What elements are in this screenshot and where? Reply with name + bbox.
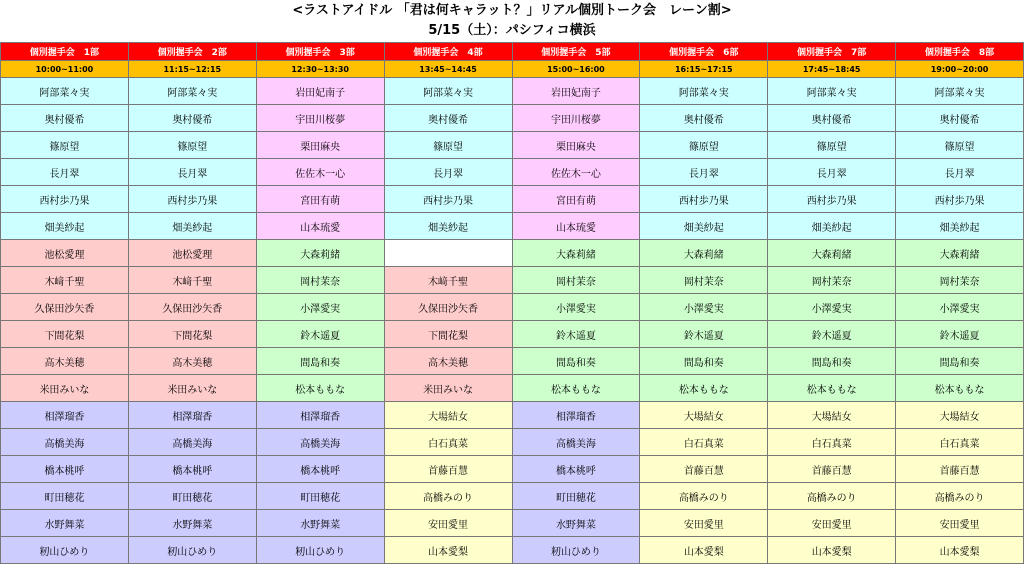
table-row [1, 375, 1024, 402]
table-row [1, 348, 1024, 375]
member-cell: 松本ももな [640, 375, 768, 402]
member-cell: 白石真菜 [896, 429, 1024, 456]
session-time-3: 12:30~13:30 [256, 61, 384, 78]
member-cell: 水野舞菜 [128, 510, 256, 537]
member-cell: 町田穂花 [1, 483, 129, 510]
member-cell: 安田愛里 [768, 510, 896, 537]
member-cell: 大森莉緒 [768, 240, 896, 267]
member-cell: 米田みいな [384, 375, 512, 402]
table-row [1, 186, 1024, 213]
member-cell: 鈴木遥夏 [512, 321, 640, 348]
member-cell: 岡村茉奈 [896, 267, 1024, 294]
member-cell: 大森莉緒 [896, 240, 1024, 267]
member-cell: 大場結女 [384, 402, 512, 429]
member-cell: 安田愛里 [896, 510, 1024, 537]
table-row [1, 294, 1024, 321]
member-cell: 篠原望 [896, 132, 1024, 159]
member-cell: 大場結女 [640, 402, 768, 429]
member-cell: 鈴木遥夏 [896, 321, 1024, 348]
member-cell: 長月翠 [128, 159, 256, 186]
member-cell: 長月翠 [768, 159, 896, 186]
member-cell: 畑美紗起 [896, 213, 1024, 240]
member-cell: 相澤瑠香 [256, 402, 384, 429]
member-cell: 高橋美海 [128, 429, 256, 456]
member-cell: 池松愛理 [128, 240, 256, 267]
member-cell: 畑美紗起 [768, 213, 896, 240]
member-cell: 阿部菜々実 [128, 78, 256, 105]
member-cell: 高木美穂 [384, 348, 512, 375]
lane-schedule-table [0, 42, 1024, 564]
member-cell: 米田みいな [1, 375, 129, 402]
member-cell: 奥村優希 [640, 105, 768, 132]
session-time-2: 11:15~12:15 [128, 61, 256, 78]
session-time-4: 13:45~14:45 [384, 61, 512, 78]
member-cell: 相澤瑠香 [1, 402, 129, 429]
member-cell: 下間花梨 [1, 321, 129, 348]
session-time-8: 19:00~20:00 [896, 61, 1024, 78]
session-header-row [1, 43, 1024, 61]
member-cell: 長月翠 [896, 159, 1024, 186]
member-cell: 阿部菜々実 [384, 78, 512, 105]
session-time-5: 15:00~16:00 [512, 61, 640, 78]
member-cell: 橋本桃呼 [512, 456, 640, 483]
table-row [1, 402, 1024, 429]
member-cell: 白石真菜 [384, 429, 512, 456]
session-header-1: 個別握手会 1部 [1, 43, 129, 61]
member-cell: 山本愛梨 [640, 537, 768, 564]
page-subtitle: 5/15（土）：パシフィコ横浜 [428, 23, 596, 38]
member-cell: 奥村優希 [1, 105, 129, 132]
member-cell: 小澤愛実 [512, 294, 640, 321]
member-cell: 岡村茉奈 [640, 267, 768, 294]
member-cell: 高橋みのり [384, 483, 512, 510]
member-cell: 高木美穂 [128, 348, 256, 375]
session-header-3: 個別握手会 3部 [256, 43, 384, 61]
member-cell: 首藤百慧 [768, 456, 896, 483]
member-cell: 橋本桃呼 [1, 456, 129, 483]
member-cell: 西村歩乃果 [384, 186, 512, 213]
member-cell: 畑美紗起 [384, 213, 512, 240]
member-cell: 高橋美海 [512, 429, 640, 456]
member-cell: 鈴木遥夏 [640, 321, 768, 348]
session-header-5: 個別握手会 5部 [512, 43, 640, 61]
member-cell: 下間花梨 [128, 321, 256, 348]
member-cell: 町田穂花 [512, 483, 640, 510]
member-cell: 大森莉緒 [256, 240, 384, 267]
member-cell: 大場結女 [768, 402, 896, 429]
member-cell: 白石真菜 [768, 429, 896, 456]
member-cell: 宇田川桜夢 [512, 105, 640, 132]
page-header [0, 0, 1024, 42]
page-title: <ラストアイドル 「君は何キャラット？」リアル個別トーク会 レーン割> [292, 3, 732, 18]
member-cell: 栗田麻央 [512, 132, 640, 159]
member-cell: 篠原望 [768, 132, 896, 159]
member-cell: 高橋美海 [1, 429, 129, 456]
table-row [1, 429, 1024, 456]
member-cell: 山本愛梨 [768, 537, 896, 564]
member-cell: 下間花梨 [384, 321, 512, 348]
member-cell: 畑美紗起 [128, 213, 256, 240]
lane-schedule-body [1, 43, 1024, 564]
member-cell: 大森莉緒 [640, 240, 768, 267]
member-cell: 西村歩乃果 [1, 186, 129, 213]
member-cell: 小澤愛実 [768, 294, 896, 321]
member-cell: 水野舞菜 [512, 510, 640, 537]
member-cell: 首藤百慧 [640, 456, 768, 483]
member-cell: 高橋みのり [768, 483, 896, 510]
member-cell: 西村歩乃果 [768, 186, 896, 213]
member-cell: 首藤百慧 [384, 456, 512, 483]
member-cell: 籾山ひめり [128, 537, 256, 564]
table-row [1, 483, 1024, 510]
member-cell: 山本愛梨 [896, 537, 1024, 564]
member-cell: 池松愛理 [1, 240, 129, 267]
member-cell: 小澤愛実 [896, 294, 1024, 321]
table-row [1, 267, 1024, 294]
table-row [1, 159, 1024, 186]
member-cell: 安田愛里 [640, 510, 768, 537]
member-cell: 山本琉愛 [256, 213, 384, 240]
member-cell: 安田愛里 [384, 510, 512, 537]
member-cell: 西村歩乃果 [896, 186, 1024, 213]
member-cell: 橋本桃呼 [256, 456, 384, 483]
table-row [1, 456, 1024, 483]
member-cell: 高木美穂 [1, 348, 129, 375]
member-cell: 木﨑千聖 [384, 267, 512, 294]
table-row [1, 537, 1024, 564]
member-cell: 宇田川桜夢 [256, 105, 384, 132]
member-cell: 高橋みのり [896, 483, 1024, 510]
session-header-6: 個別握手会 6部 [640, 43, 768, 61]
member-cell: 間島和奏 [768, 348, 896, 375]
member-cell: 宮田有萌 [256, 186, 384, 213]
member-cell: 間島和奏 [256, 348, 384, 375]
member-cell: 籾山ひめり [256, 537, 384, 564]
session-time-1: 10:00~11:00 [1, 61, 129, 78]
member-cell: 佐佐木一心 [256, 159, 384, 186]
member-cell: 松本ももな [896, 375, 1024, 402]
member-cell: 木﨑千聖 [128, 267, 256, 294]
member-cell: 相澤瑠香 [512, 402, 640, 429]
member-cell: 久保田沙矢香 [1, 294, 129, 321]
member-cell: 岡村茉奈 [512, 267, 640, 294]
member-cell: 鈴木遥夏 [768, 321, 896, 348]
member-cell: 奥村優希 [128, 105, 256, 132]
member-cell: 木﨑千聖 [1, 267, 129, 294]
member-cell: 西村歩乃果 [128, 186, 256, 213]
member-cell: 奥村優希 [768, 105, 896, 132]
member-cell: 阿部菜々実 [1, 78, 129, 105]
member-cell: 阿部菜々実 [640, 78, 768, 105]
member-cell: 山本琉愛 [512, 213, 640, 240]
member-cell: 長月翠 [384, 159, 512, 186]
member-cell: 畑美紗起 [640, 213, 768, 240]
member-cell: 籾山ひめり [1, 537, 129, 564]
member-cell: 岡村茉奈 [256, 267, 384, 294]
member-cell: 町田穂花 [128, 483, 256, 510]
member-cell: 岩田妃南子 [256, 78, 384, 105]
member-cell: 高橋みのり [640, 483, 768, 510]
member-cell: 篠原望 [640, 132, 768, 159]
member-cell: 白石真菜 [640, 429, 768, 456]
member-cell: 首藤百慧 [896, 456, 1024, 483]
member-cell: 久保田沙矢香 [128, 294, 256, 321]
member-cell: 畑美紗起 [1, 213, 129, 240]
member-cell: 栗田麻央 [256, 132, 384, 159]
member-cell: 小澤愛実 [640, 294, 768, 321]
member-cell: 山本愛梨 [384, 537, 512, 564]
member-cell: 篠原望 [128, 132, 256, 159]
member-cell: 佐佐木一心 [512, 159, 640, 186]
session-time-row [1, 61, 1024, 78]
member-cell: 岩田妃南子 [512, 78, 640, 105]
member-cell: 西村歩乃果 [640, 186, 768, 213]
session-header-8: 個別握手会 8部 [896, 43, 1024, 61]
member-cell: 松本ももな [512, 375, 640, 402]
member-cell: 奥村優希 [384, 105, 512, 132]
member-cell: 水野舞菜 [1, 510, 129, 537]
table-row [1, 213, 1024, 240]
member-cell [384, 240, 512, 267]
member-cell: 篠原望 [384, 132, 512, 159]
member-cell: 宮田有萌 [512, 186, 640, 213]
table-row [1, 105, 1024, 132]
member-cell: 水野舞菜 [256, 510, 384, 537]
member-cell: 松本ももな [768, 375, 896, 402]
member-cell: 大場結女 [896, 402, 1024, 429]
member-cell: 米田みいな [128, 375, 256, 402]
session-header-4: 個別握手会 4部 [384, 43, 512, 61]
member-cell: 間島和奏 [512, 348, 640, 375]
member-cell: 高橋美海 [256, 429, 384, 456]
table-row [1, 510, 1024, 537]
table-row [1, 132, 1024, 159]
table-row [1, 78, 1024, 105]
member-cell: 大森莉緒 [512, 240, 640, 267]
member-cell: 長月翠 [640, 159, 768, 186]
member-cell: 阿部菜々実 [768, 78, 896, 105]
member-cell: 阿部菜々実 [896, 78, 1024, 105]
member-cell: 籾山ひめり [512, 537, 640, 564]
session-header-2: 個別握手会 2部 [128, 43, 256, 61]
member-cell: 岡村茉奈 [768, 267, 896, 294]
member-cell: 鈴木遥夏 [256, 321, 384, 348]
member-cell: 相澤瑠香 [128, 402, 256, 429]
session-time-7: 17:45~18:45 [768, 61, 896, 78]
member-cell: 橋本桃呼 [128, 456, 256, 483]
member-cell: 篠原望 [1, 132, 129, 159]
session-header-7: 個別握手会 7部 [768, 43, 896, 61]
table-row [1, 321, 1024, 348]
member-cell: 間島和奏 [640, 348, 768, 375]
member-cell: 松本ももな [256, 375, 384, 402]
member-cell: 長月翠 [1, 159, 129, 186]
member-cell: 町田穂花 [256, 483, 384, 510]
member-cell: 間島和奏 [896, 348, 1024, 375]
session-time-6: 16:15~17:15 [640, 61, 768, 78]
table-row [1, 240, 1024, 267]
member-cell: 奥村優希 [896, 105, 1024, 132]
member-cell: 久保田沙矢香 [384, 294, 512, 321]
member-cell: 小澤愛実 [256, 294, 384, 321]
